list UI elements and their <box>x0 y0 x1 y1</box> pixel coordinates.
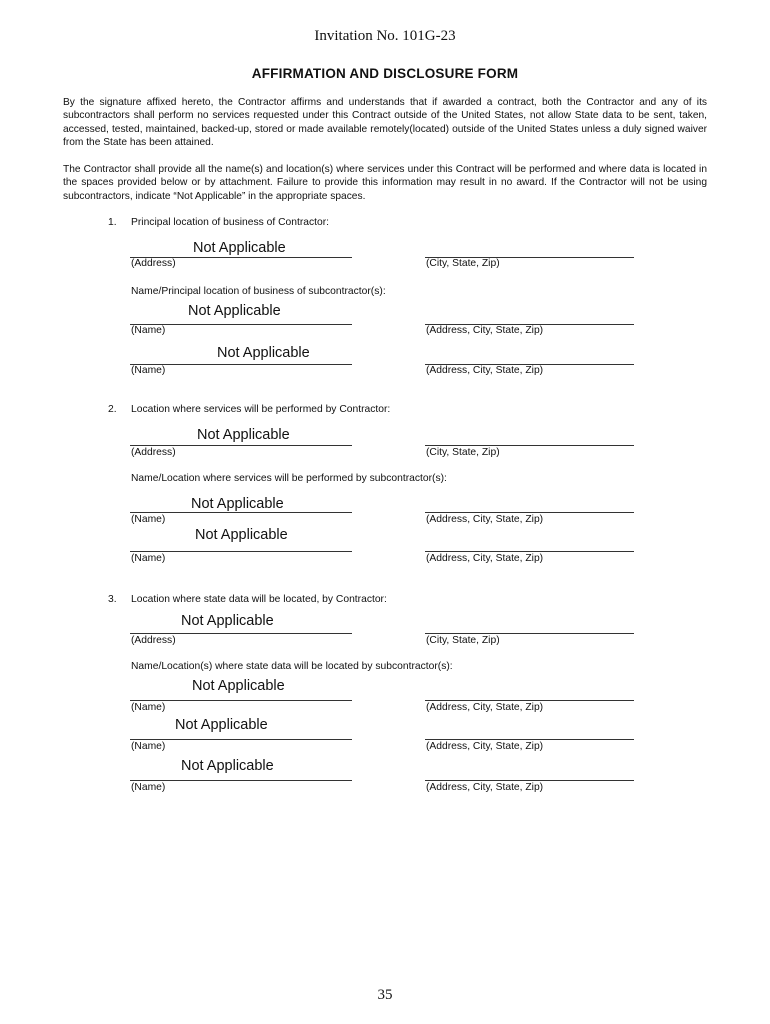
signature-line <box>130 700 352 701</box>
signature-line <box>425 512 634 513</box>
city-state-zip-caption: (City, State, Zip) <box>426 635 500 646</box>
signature-line <box>425 551 634 552</box>
signature-line <box>130 445 352 446</box>
invitation-header: Invitation No. 101G-23 <box>314 28 456 44</box>
item-2-label: Location where services will be performed by Contractor: <box>131 404 391 415</box>
city-state-zip-caption: (City, State, Zip) <box>426 447 500 458</box>
city-state-zip-caption: (City, State, Zip) <box>426 258 500 269</box>
signature-line <box>425 445 634 446</box>
item-2-sub-2-value[interactable]: Not Applicable <box>195 527 288 543</box>
item-3-sub-1-value[interactable]: Not Applicable <box>192 678 285 694</box>
address-city-state-zip-caption: (Address, City, State, Zip) <box>426 782 544 793</box>
signature-line <box>425 739 634 740</box>
name-caption: (Name) <box>131 741 166 752</box>
signature-line <box>130 551 352 552</box>
item-1-sub-2-value[interactable]: Not Applicable <box>217 345 310 361</box>
item-1-number: 1. <box>108 217 117 228</box>
item-3-label: Location where state data will be located, by Contractor: <box>131 594 387 605</box>
signature-line <box>425 700 634 701</box>
name-caption: (Name) <box>131 325 166 336</box>
item-3-number: 3. <box>108 594 117 605</box>
item-3-sub-2-value[interactable]: Not Applicable <box>175 717 268 733</box>
signature-line <box>130 512 352 513</box>
signature-line <box>130 739 352 740</box>
address-caption: (Address) <box>131 447 176 458</box>
address-city-state-zip-caption: (Address, City, State, Zip) <box>426 325 544 336</box>
address-caption: (Address) <box>131 635 176 646</box>
address-city-state-zip-caption: (Address, City, State, Zip) <box>426 365 544 376</box>
item-3-sub-3-value[interactable]: Not Applicable <box>181 758 274 774</box>
address-city-state-zip-caption: (Address, City, State, Zip) <box>426 741 544 752</box>
item-1-contractor-value[interactable]: Not Applicable <box>193 240 286 256</box>
name-caption: (Name) <box>131 365 166 376</box>
address-city-state-zip-caption: (Address, City, State, Zip) <box>426 514 544 525</box>
signature-line <box>130 780 352 781</box>
address-city-state-zip-caption: (Address, City, State, Zip) <box>426 553 544 564</box>
name-caption: (Name) <box>131 553 166 564</box>
address-city-state-zip-caption: (Address, City, State, Zip) <box>426 702 544 713</box>
item-3-sub-label: Name/Location(s) where state data will be located by subcontractor(s): <box>131 661 453 672</box>
item-2-sub-label: Name/Location where services will be performed by subcontractor(s): <box>131 473 447 484</box>
item-1-sub-label: Name/Principal location of business of subcontractor(s): <box>131 286 386 297</box>
item-1-label: Principal location of business of Contractor: <box>131 217 330 228</box>
item-2-sub-1-value[interactable]: Not Applicable <box>191 496 284 512</box>
signature-line <box>425 633 634 634</box>
item-2-number: 2. <box>108 404 117 415</box>
signature-line <box>130 633 352 634</box>
signature-line <box>425 780 634 781</box>
name-caption: (Name) <box>131 702 166 713</box>
affirmation-paragraph: By the signature affixed hereto, the Contractor affirms and understands that if awarded a contract, both the Contractor and any of its subcontractors shall perform no services requested under this Contract outside of the United States, not allow State data to be sent, taken, accessed, tested, maintained, backed-up, stored or made available remotely(located) outside of the United States unless a duly signed waiver from the State has been attained. <box>63 97 707 148</box>
item-1-sub-1-value[interactable]: Not Applicable <box>188 303 281 319</box>
name-caption: (Name) <box>131 514 166 525</box>
address-caption: (Address) <box>131 258 176 269</box>
item-2-contractor-value[interactable]: Not Applicable <box>197 427 290 443</box>
page-number: 35 <box>377 987 393 1003</box>
form-title: AFFIRMATION AND DISCLOSURE FORM <box>251 66 519 81</box>
name-caption: (Name) <box>131 782 166 793</box>
item-3-contractor-value[interactable]: Not Applicable <box>181 613 274 629</box>
disclosure-paragraph: The Contractor shall provide all the name(s) and location(s) where services under this Contract will be performed and where data is located in the spaces provided below or by attachment. Failure to provide this information may result in no award. If the Contractor will not be using subcontractors, indicate “Not Applicable” in the appropriate spaces. <box>63 164 707 202</box>
